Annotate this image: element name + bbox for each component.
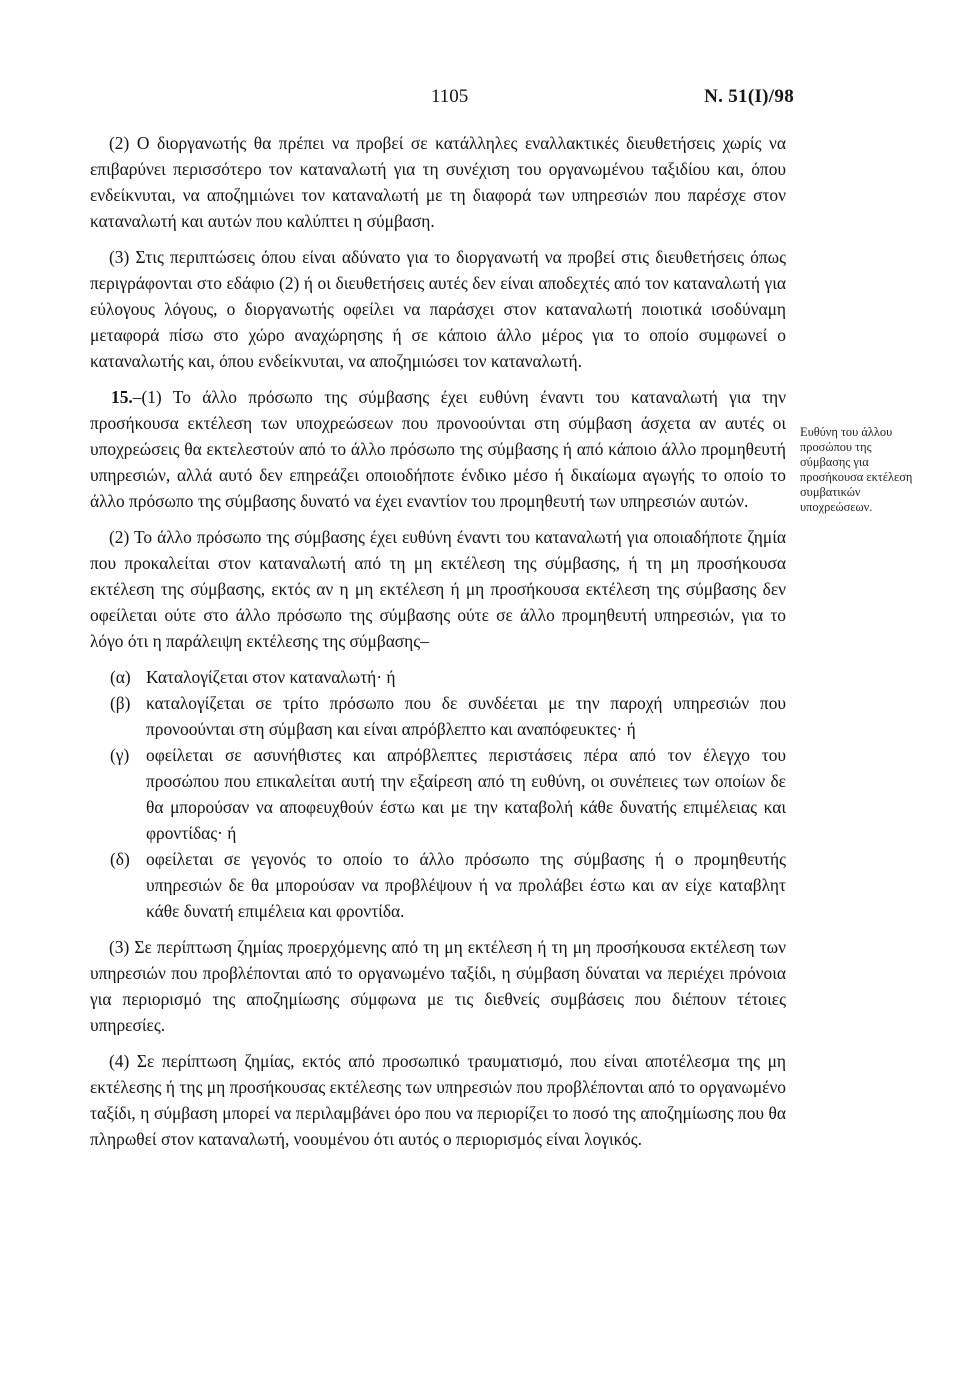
list-item-text: οφείλεται σε ασυνήθιστες και απρόβλεπτες περιστάσεις πέρα από τον έλεγχο του προσώπου που επικαλείται αυτή την εξαίρεση από τη ευθύνη, οι συνέπειες των οποίων δε θα μπορούσαν να αποφευχθούν έστω και με την καταβολή κάθε δυνατής επιμέλειας και φροντίδας· ή bbox=[146, 745, 786, 843]
list-item-text: καταλογίζεται σε τρίτο πρόσωπο που δε συνδέεται με την παροχή υπηρεσιών που προνοούνται στη σύμβαση και είναι απρόβλεπτο και αναπόφευκτες· ή bbox=[146, 693, 786, 739]
list-item-label: (δ) bbox=[110, 849, 130, 869]
list-item bbox=[90, 742, 786, 846]
paragraph-3: (3) Στις περιπτώσεις όπου είναι αδύνατο για το διοργανωτή να προβεί στις διευθετήσεις όπως περιγράφονται στο εδάφιο (2) ή οι διευθετήσεις αυτές δεν είναι αποδεχτές από τον καταναλωτή για εύλογους λόγους, ο διοργανωτής οφείλει να παράσχει στον καταναλωτή ποιοτικά ισοδύναμη μεταφορά πίσω στο χώρο αναχώρησης ή σε κάποιο άλλο μέρος για το οποίο συμφωνεί ο καταναλωτής και, όπου ενδείκνυται, να αποζημιώσει τον καταναλωτή. bbox=[90, 247, 786, 371]
section-15-paragraph-1 bbox=[90, 384, 786, 514]
list-item bbox=[90, 690, 786, 742]
page-number: 1105 bbox=[431, 86, 469, 107]
list-item-label: (α) bbox=[110, 667, 131, 687]
page-header bbox=[0, 80, 960, 112]
law-reference: Ν. 51(Ι)/98 bbox=[704, 86, 794, 107]
section-15-paragraph-1-text: –(1) Το άλλο πρόσωπο της σύμβασης έχει ευθύνη έναντι του καταναλωτή για την προσήκουσα εκτέλεση των υποχρεώσεων που προνοούνται στη σύμβαση άσχετα αν αυτές οι υποχρεώσεις θα εκτελεστούν από το άλλο πρόσωπο της σύμβασης ή από κάποιο άλλο προμηθευτή υπηρεσιών, αλλά αυτό δεν επηρεάζει οποιοδήποτε ένδικο μέσο ή δικαίωμα αγωγής το οποίο το άλλο πρόσωπο της σύμβασης δυνατό να έχει εναντίον του προμηθευτή των υπηρεσιών αυτών. bbox=[90, 387, 786, 511]
paragraph-2: (2) Ο διοργανωτής θα πρέπει να προβεί σε κατάλληλες εναλλακτικές διευθετήσεις χωρίς να επιβαρύνει περισσότερο τον καταναλωτή για τη συνέχιση του οργανωμένου ταξιδίου και, όπου ενδείκνυται, να αποζημιώνει τον καταναλωτή με τη διαφορά των υπηρεσιών που παρέσχε στον καταναλωτή και αυτών που καλύπτει η σύμβαση. bbox=[90, 133, 786, 231]
list-item bbox=[90, 846, 786, 924]
list-item-label: (γ) bbox=[110, 745, 130, 765]
exception-list bbox=[90, 664, 786, 924]
list-item-text: οφείλεται σε γεγονός το οποίο το άλλο πρόσωπο της σύμβασης ή ο προμηθευτής υπηρεσιών δε θα μπορούσαν να προβλέψουν ή να προλάβει έστω και αν είχε καταβλητ κάθε δυνατή επιμέλεια και φροντίδα. bbox=[146, 849, 786, 921]
list-item-text: Καταλογίζεται στον καταναλωτή· ή bbox=[146, 667, 396, 687]
margin-note: Ευθύνη του άλλου προσώπου της σύμβασης για προσήκουσα εκτέλεση συμβατικών υποχρεώσεων. bbox=[800, 425, 913, 514]
section-15-paragraph-2: (2) Το άλλο πρόσωπο της σύμβασης έχει ευθύνη έναντι του καταναλωτή για οποιαδήποτε ζημία που προκαλείται στον καταναλωτή από τη μη εκτέλεση της σύμβασης, ή τη μη προσήκουσα εκτέλεση της σύμβασης, εκτός αν η μη εκτέλεση ή μη προσήκουσα εκτέλεση της σύμβασης δεν οφείλεται ούτε στο άλλο πρόσωπο της σύμβασης ούτε σε άλλο προμηθευτή υπηρεσιών, για το λόγο ότι η παράλειψη εκτέλεσης της σύμβασης– bbox=[90, 527, 786, 651]
list-item-label: (β) bbox=[110, 693, 131, 713]
section-number: 15. bbox=[111, 387, 133, 407]
section-15-paragraph-4: (4) Σε περίπτωση ζημίας, εκτός από προσωπικό τραυματισμό, που είναι αποτέλεσμα της μη εκτέλεσης ή της μη προσήκουσας εκτέλεσης των υπηρεσιών που προβλέπονται από το οργανωμένο ταξίδι, η σύμβαση μπορεί να περιλαμβάνει όρο που να περιορίζει το ποσό της αποζημίωσης που θα πληρωθεί στον καταναλωτή, νοουμένου ότι αυτός ο περιορισμός είναι λογικός. bbox=[90, 1051, 786, 1149]
list-item bbox=[90, 664, 786, 690]
document-body bbox=[90, 130, 786, 1162]
section-15-paragraph-3: (3) Σε περίπτωση ζημίας προερχόμενης από τη μη εκτέλεση ή τη μη προσήκουσα εκτέλεση των υπηρεσιών που προβλέπονται από το οργανωμένο ταξίδι, η σύμβαση δύναται να περιέχει πρόνοια για περιορισμό της αποζημίωσης σύμφωνα με τις διεθνείς συμβάσεις που διέπουν τέτοιες υπηρεσίες. bbox=[90, 937, 786, 1035]
